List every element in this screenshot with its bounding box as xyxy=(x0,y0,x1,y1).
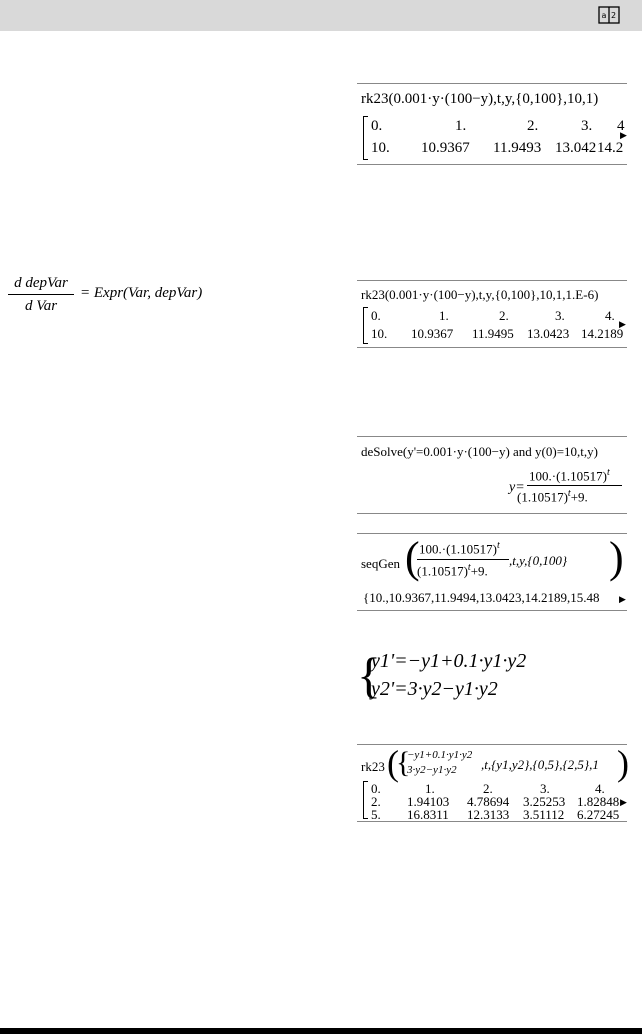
matrix-cell: 3.51112 xyxy=(523,807,565,822)
system-line-1: y1'=−y1+0.1·y1·y2 xyxy=(371,650,527,672)
matrix-cell: 3. xyxy=(540,781,550,796)
matrix-cell: 13.042 xyxy=(555,140,597,156)
seqgen-result: {10.,10.9367,11.9494,13.0423,14.2189,15.48 xyxy=(363,590,600,605)
exponent: t xyxy=(497,540,500,551)
derivative-fraction xyxy=(8,275,74,315)
rk23-sys-line-1: −y1+0.1·y1·y2 xyxy=(407,749,473,761)
matrix-cell: 4 xyxy=(617,118,625,134)
matrix-cell: 5. xyxy=(371,807,381,822)
example-4 xyxy=(357,533,627,611)
system-brace: { xyxy=(396,746,411,779)
matrix-cell: 0. xyxy=(371,781,381,796)
matrix-cell: 6.27245 xyxy=(577,807,620,822)
result-denominator xyxy=(517,488,588,505)
denominator-text: (1.10517) xyxy=(517,489,568,505)
matrix-cell: 1. xyxy=(455,118,467,134)
system-brace: { xyxy=(357,647,381,703)
rk23-args: ,t,{y1,y2},{0,5},{2,5},1 xyxy=(481,757,599,772)
matrix-cell: 12.3133 xyxy=(467,807,510,822)
formula-rhs: = Expr(Var, depVar) xyxy=(80,285,203,301)
result-numerator xyxy=(529,467,610,484)
matrix-cell: 4.78694 xyxy=(467,794,510,809)
more-arrow-icon[interactable]: ▶ xyxy=(619,319,626,329)
fraction-numerator: d depVar xyxy=(14,275,68,291)
matrix-cell: 2. xyxy=(499,308,509,323)
matrix-cell: 3. xyxy=(555,308,565,323)
matrix-cell: 11.9495 xyxy=(472,326,514,341)
matrix-cell: 10.9367 xyxy=(411,326,454,341)
exponent: t xyxy=(567,488,571,499)
denominator-tail: +9. xyxy=(470,563,488,579)
result-fraction-bar xyxy=(527,485,622,486)
seqgen-args: ,t,y,{0,100} xyxy=(509,553,568,568)
example-3-command: deSolve(y'=0.001·y·(100−y) and y(0)=10,t,y) xyxy=(361,444,598,459)
book-icon[interactable] xyxy=(598,5,620,25)
matrix-cell: 0. xyxy=(371,308,381,323)
exponent: t xyxy=(607,467,610,478)
matrix-cell: 14.2 xyxy=(597,140,624,156)
more-arrow-icon[interactable]: ▶ xyxy=(619,594,626,604)
close-paren: ) xyxy=(609,533,624,582)
matrix-cell: 16.8311 xyxy=(407,807,449,822)
matrix-bracket xyxy=(363,116,368,160)
matrix-bracket xyxy=(363,781,368,819)
close-paren: ) xyxy=(617,743,629,783)
example-5 xyxy=(357,744,627,822)
denominator-text: (1.10517) xyxy=(417,563,468,579)
example-2-command: rk23(0.001·y·(100−y),t,y,{0,100},10,1,1.E-6) xyxy=(361,287,599,302)
top-toolbar xyxy=(0,0,642,31)
matrix-cell: 1. xyxy=(425,781,435,796)
svg-text:a: a xyxy=(601,11,607,20)
more-arrow-icon[interactable]: ▶ xyxy=(620,797,627,807)
fraction-denominator: d Var xyxy=(24,298,58,314)
fraction-bar xyxy=(8,294,74,295)
svg-text:2: 2 xyxy=(611,11,617,20)
example-4-command: seqGen xyxy=(361,556,400,571)
example-1 xyxy=(357,83,627,165)
matrix-cell: 13.0423 xyxy=(527,326,570,341)
matrix-cell: 2. xyxy=(483,781,493,796)
open-paren: ( xyxy=(405,533,420,582)
matrix-cell: 3. xyxy=(581,118,593,134)
matrix-cell: 2. xyxy=(371,794,381,809)
exponent: t xyxy=(467,562,471,573)
example-5-command: rk23 xyxy=(361,759,385,774)
numerator-text: 100.·(1.10517) xyxy=(529,468,607,484)
matrix-cell: 3.25253 xyxy=(523,794,566,809)
matrix-cell: 2. xyxy=(527,118,539,134)
more-arrow-icon[interactable]: ▶ xyxy=(620,130,627,140)
seqgen-numerator xyxy=(419,540,500,557)
matrix-cell: 1. xyxy=(439,308,449,323)
result-lhs: y= xyxy=(509,480,525,495)
denominator-tail: +9. xyxy=(570,489,588,505)
matrix-cell: 4. xyxy=(595,781,605,796)
rk23-sys-line-2: 3·y2−y1·y2 xyxy=(407,764,457,776)
bottom-rule xyxy=(0,1028,642,1034)
matrix-cell: 10. xyxy=(371,140,390,156)
seqgen-fraction-bar xyxy=(417,559,509,560)
open-paren: ( xyxy=(387,743,399,783)
matrix-cell: 1.94103 xyxy=(407,794,450,809)
matrix-cell: 10.9367 xyxy=(421,140,470,156)
numerator-text: 100.·(1.10517) xyxy=(419,541,497,557)
example-3 xyxy=(357,436,627,514)
matrix-cell: 11.9493 xyxy=(493,140,542,156)
matrix-cell: 0. xyxy=(371,118,383,134)
example-2 xyxy=(357,280,627,348)
matrix-cell: 10. xyxy=(371,326,388,341)
example-1-command: rk23(0.001·y·(100−y),t,y,{0,100},10,1) xyxy=(361,91,599,107)
seqgen-denominator xyxy=(417,562,488,579)
matrix-cell: 1.82848 xyxy=(577,794,620,809)
matrix-cell: 14.2189 xyxy=(581,326,624,341)
system-line-2: y2'=3·y2−y1·y2 xyxy=(371,678,498,700)
matrix-bracket xyxy=(363,307,368,344)
matrix-cell: 4. xyxy=(605,308,615,323)
